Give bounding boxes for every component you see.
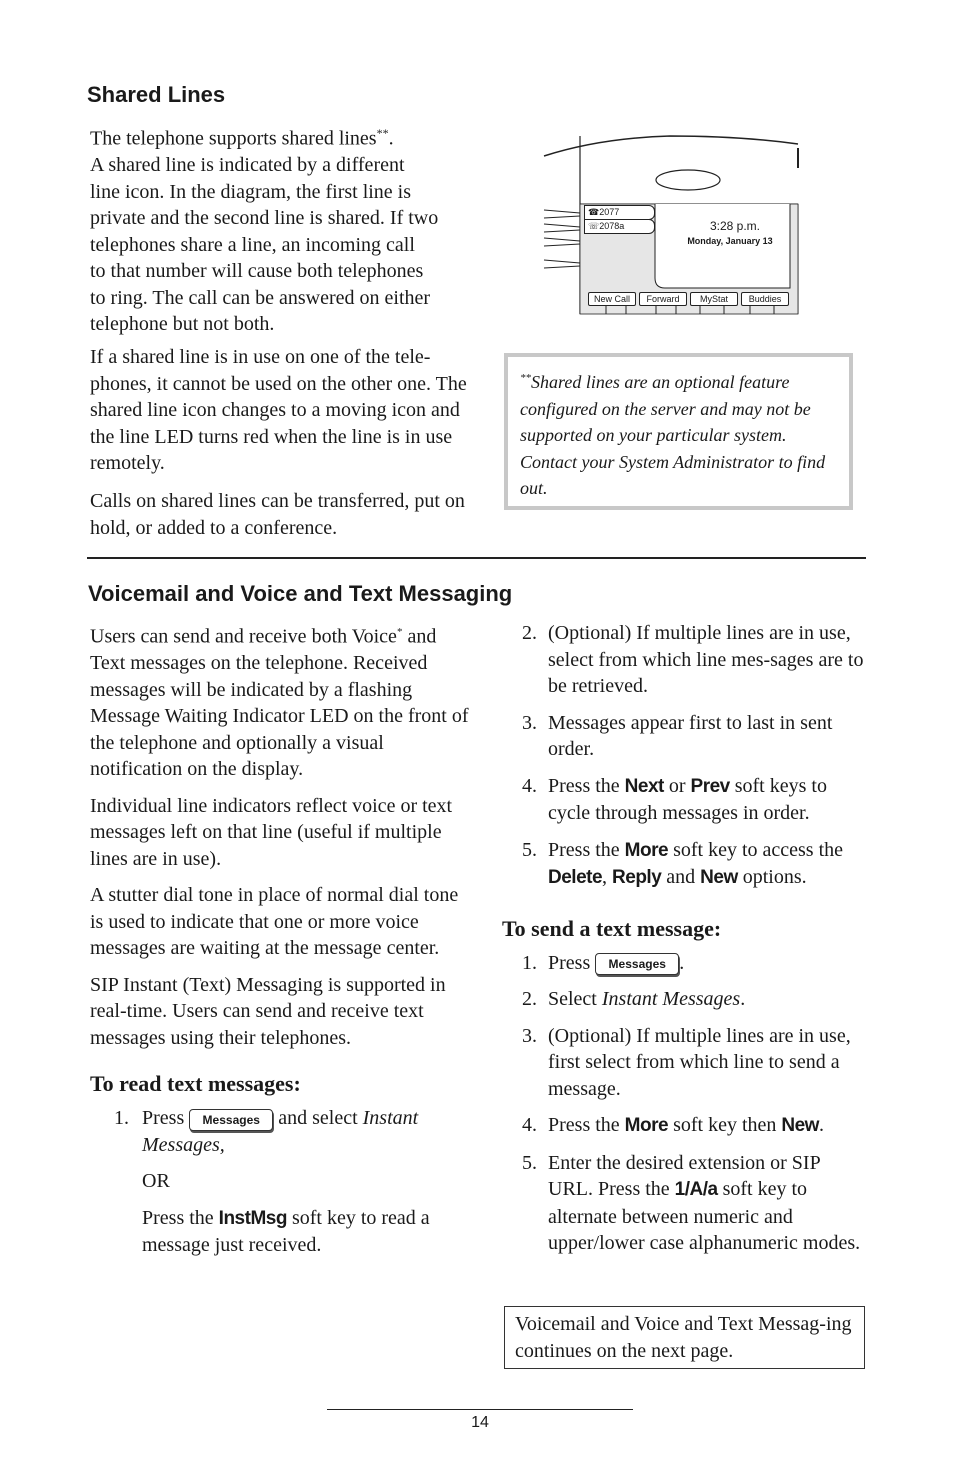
instmsg-instruction: Press the InstMsg soft key to read a message just received. bbox=[142, 1206, 430, 1257]
shared-lines-heading: Shared Lines bbox=[87, 82, 226, 107]
line-key-shared[interactable]: ☏2078a bbox=[584, 219, 655, 234]
section-divider bbox=[87, 557, 866, 559]
voicemail-heading: Voicemail and Voice and Text Messaging bbox=[88, 581, 513, 606]
softkey-forward[interactable]: Forward bbox=[639, 292, 687, 306]
display-time: 3:28 p.m. bbox=[709, 219, 761, 233]
send-steps bbox=[502, 950, 868, 1257]
read-step-3: 3. Messages appear first to last in sent order. bbox=[522, 711, 833, 760]
softkey-mystat[interactable]: MyStat bbox=[690, 292, 738, 306]
next-softkey[interactable]: Next bbox=[624, 775, 664, 797]
delete-softkey[interactable]: Delete bbox=[548, 867, 603, 888]
send-step-2: 2. Select Instant Messages. bbox=[522, 988, 746, 1010]
send-message-heading: To send a text message: bbox=[502, 915, 722, 941]
continued-note: Voicemail and Voice and Text Messag-ing continues on the next page. bbox=[504, 1306, 865, 1369]
send-step-5: 5. Enter the desired extension or SIP URL. Press the 1/A/a soft key to alternate between numeric and upper/lower case alphanumeric modes. bbox=[522, 1151, 861, 1254]
softkey-new-call[interactable]: New Call bbox=[588, 292, 636, 306]
footer-rule bbox=[327, 1409, 633, 1410]
shared-lines-note: **Shared lines are an optional feature configured on the server and may not be supported on your particular system. Contact your System Administrator to find out. bbox=[504, 353, 853, 510]
voicemail-right-column bbox=[502, 620, 868, 1267]
messages-key-button[interactable]: Messages bbox=[189, 1109, 273, 1131]
or-separator: OR bbox=[142, 1170, 170, 1193]
new-softkey[interactable]: New bbox=[700, 867, 738, 888]
more-softkey[interactable]: More bbox=[624, 839, 669, 861]
send-step-1: 1. Press Messages . bbox=[522, 951, 685, 974]
send-step-3: 3. (Optional) If multiple lines are in use, first select from which line to send a message. bbox=[522, 1024, 851, 1100]
instmsg-softkey[interactable]: InstMsg bbox=[218, 1207, 287, 1229]
line-key-private[interactable]: ☎2077 bbox=[584, 205, 655, 220]
stutter-tone-paragraph: A stutter dial tone in place of normal dial tone is used to indicate that one or more voice messages are waiting at the message center. bbox=[90, 884, 459, 960]
page-number: 14 bbox=[471, 1414, 489, 1431]
voicemail-left-column bbox=[90, 619, 472, 1259]
reply-softkey[interactable]: Reply bbox=[612, 867, 662, 888]
read-messages-heading: To read text messages: bbox=[90, 1071, 301, 1097]
phone-handset-icon: ☎ bbox=[588, 207, 600, 217]
line-indicators-paragraph: Individual line indicators reflect voice or text messages left on that line (useful if multiple lines are in use). bbox=[90, 794, 453, 870]
read-step-2: 2. (Optional) If multiple lines are in use, select from which line mes-sages are to be retrieved. bbox=[522, 622, 864, 697]
phone-display-diagram bbox=[540, 128, 805, 318]
softkey-buddies[interactable]: Buddies bbox=[741, 292, 789, 306]
prev-softkey[interactable]: Prev bbox=[690, 775, 730, 797]
shared-lines-transfer-paragraph: Calls on shared lines can be transferred, put on hold, or added to a conference. bbox=[90, 490, 465, 539]
send-step-4: 4. Press the More soft key then New. bbox=[522, 1114, 824, 1136]
alpha-mode-softkey[interactable]: 1/A/a bbox=[674, 1179, 718, 1200]
read-step-5: 5. Press the More soft key to access the Delete, Reply and New options. bbox=[522, 838, 844, 888]
new-softkey-send[interactable]: New bbox=[781, 1115, 819, 1136]
shared-lines-in-use-paragraph: If a shared line is in use on one of the tele-phones, it cannot be used on the other one. The shared line icon changes to a moving icon and the line LED turns red when the line is in use remotely. bbox=[90, 346, 467, 474]
read-steps-continued bbox=[502, 620, 868, 892]
display-date: Monday, January 13 bbox=[687, 236, 773, 246]
shared-lines-intro: The telephone supports shared lines**. A shared line is indicated by a different line icon. In the diagram, the first line is private and the second line is shared. If two telephones share a line, an incoming call to that number will cause both telephones to ring. The call can be answered on either telephone but not both. bbox=[90, 126, 439, 336]
messages-key-button-send[interactable]: Messages bbox=[595, 953, 679, 975]
more-softkey-send[interactable]: More bbox=[624, 1115, 669, 1136]
read-step-4: 4. Press the Next or Prev soft keys to cycle through messages in order. bbox=[522, 774, 827, 824]
sip-messaging-paragraph: SIP Instant (Text) Messaging is supported in real-time. Users can send and receive text messages using their telephones. bbox=[90, 973, 446, 1049]
voicemail-intro: Users can send and receive both Voice* and Text messages on the telephone. Received messages will be indicated by a flashing Message Waiting Indicator LED on the front of the telephone and optionally a visual notification on the display. bbox=[90, 625, 469, 781]
read-step-1: 1. Press Messages and select Instant Messages, OR Press the InstMsg soft key to read a message just received. bbox=[90, 1105, 472, 1259]
shared-line-icon: ☏ bbox=[588, 221, 600, 231]
